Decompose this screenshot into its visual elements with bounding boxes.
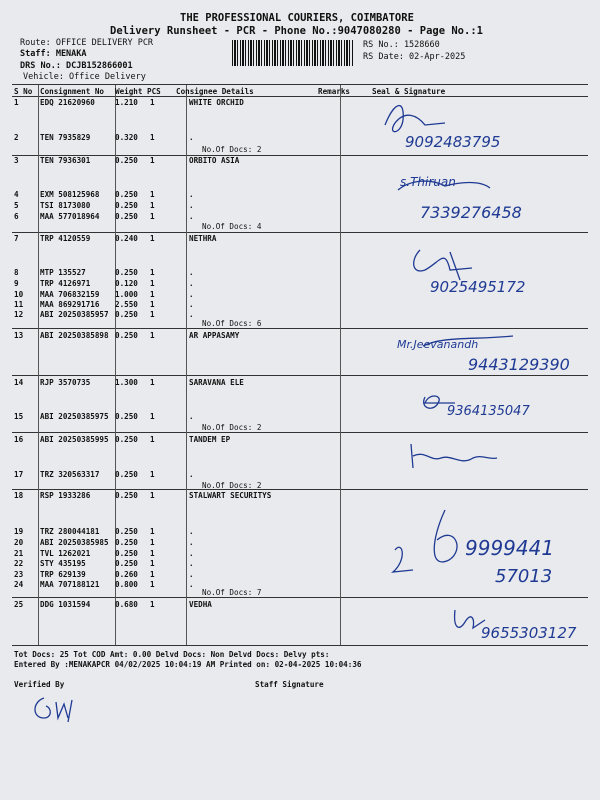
row-sno: 23 bbox=[14, 570, 24, 579]
signature-5 bbox=[415, 385, 555, 425]
col-consignment: Consignment No bbox=[40, 87, 105, 96]
row-sno: 16 bbox=[14, 435, 24, 444]
row-consignee: . bbox=[189, 310, 194, 319]
row-weight: 0.800 bbox=[115, 580, 138, 589]
col-sno: S No bbox=[14, 87, 33, 96]
row-pcs: 1 bbox=[150, 331, 155, 340]
row-weight: 0.250 bbox=[115, 190, 138, 199]
row-pcs: 1 bbox=[150, 201, 155, 210]
row-sno: 14 bbox=[14, 378, 24, 387]
row-pcs: 1 bbox=[150, 279, 155, 288]
row-consignment-no: ABI 20250385898 bbox=[40, 331, 109, 340]
row-consignee: . bbox=[189, 133, 194, 142]
row-consignment-no: TSI 8173080 bbox=[40, 201, 91, 210]
row-weight: 0.680 bbox=[115, 600, 138, 609]
row-sno: 10 bbox=[14, 290, 24, 299]
staff-signature-label: Staff Signature bbox=[255, 680, 324, 689]
row-consignment-no: EXM 508125968 bbox=[40, 190, 100, 199]
verified-by-label: Verified By bbox=[14, 680, 65, 689]
row-sno: 25 bbox=[14, 600, 24, 609]
row-weight: 0.240 bbox=[115, 234, 138, 243]
col-weight: Weight bbox=[115, 87, 143, 96]
doc-count: No.Of Docs: 2 bbox=[202, 145, 262, 154]
row-sno: 17 bbox=[14, 470, 24, 479]
row-weight: 0.250 bbox=[115, 538, 138, 547]
row-consignee: . bbox=[189, 190, 194, 199]
row-pcs: 1 bbox=[150, 190, 155, 199]
signature-5-phone: 9364135047 bbox=[447, 404, 530, 419]
row-consignment-no: TVL 1262021 bbox=[40, 549, 91, 558]
group-divider bbox=[12, 375, 588, 376]
row-consignment-no: TRP 4126971 bbox=[40, 279, 91, 288]
rs-date: RS Date: 02-Apr-2025 bbox=[363, 52, 466, 62]
company-name: THE PROFESSIONAL COURIERS, COIMBATORE bbox=[180, 12, 414, 24]
entered-by: Entered By :MENAKAPCR 04/02/2025 10:04:19 AM Printed on: 02-04-2025 10:04:36 bbox=[14, 660, 362, 669]
row-pcs: 1 bbox=[150, 559, 155, 568]
signature-2-name: s.Thiruan bbox=[400, 175, 456, 189]
signature-4-phone: 9443129390 bbox=[468, 355, 570, 374]
row-pcs: 1 bbox=[150, 570, 155, 579]
row-sno: 9 bbox=[14, 279, 19, 288]
col-pcs: PCS bbox=[147, 87, 161, 96]
row-pcs: 1 bbox=[150, 470, 155, 479]
row-consignee: TANDEM EP bbox=[189, 435, 231, 444]
barcode bbox=[232, 40, 354, 66]
doc-count: No.Of Docs: 2 bbox=[202, 423, 262, 432]
row-pcs: 1 bbox=[150, 290, 155, 299]
signature-7-phone: 9999441 bbox=[465, 536, 555, 560]
row-weight: 0.250 bbox=[115, 201, 138, 210]
row-weight: 0.250 bbox=[115, 156, 138, 165]
drs-no: DRS No.: DCJB152866001 bbox=[20, 61, 133, 71]
row-pcs: 1 bbox=[150, 234, 155, 243]
row-consignee: . bbox=[189, 212, 194, 221]
row-consignment-no: ABI 20250385985 bbox=[40, 538, 109, 547]
row-weight: 0.250 bbox=[115, 559, 138, 568]
row-pcs: 1 bbox=[150, 600, 155, 609]
signature-8 bbox=[445, 598, 595, 648]
row-sno: 21 bbox=[14, 549, 24, 558]
row-pcs: 1 bbox=[150, 580, 155, 589]
row-consignment-no: TEN 7935829 bbox=[40, 133, 91, 142]
row-consignment-no: STY 435195 bbox=[40, 559, 86, 568]
row-sno: 22 bbox=[14, 559, 24, 568]
row-pcs: 1 bbox=[150, 435, 155, 444]
row-consignment-no: ABI 20250385975 bbox=[40, 412, 109, 421]
group-divider bbox=[12, 155, 588, 156]
row-weight: 0.260 bbox=[115, 570, 138, 579]
row-pcs: 1 bbox=[150, 412, 155, 421]
row-consignee: . bbox=[189, 279, 194, 288]
row-sno: 19 bbox=[14, 527, 24, 536]
signature-1-phone: 9092483795 bbox=[405, 133, 501, 151]
row-weight: 0.250 bbox=[115, 549, 138, 558]
col-consignee: Consignee Details bbox=[176, 87, 254, 96]
row-consignee: . bbox=[189, 559, 194, 568]
doc-count: No.Of Docs: 6 bbox=[202, 319, 262, 328]
row-consignee: ORBITO ASIA bbox=[189, 156, 240, 165]
route: Route: OFFICE DELIVERY PCR bbox=[20, 38, 154, 48]
row-sno: 11 bbox=[14, 300, 24, 309]
row-pcs: 1 bbox=[150, 378, 155, 387]
group-divider bbox=[12, 328, 588, 329]
totals-line: Tot Docs: 25 Tot COD Amt: 0.00 Delvd Docs: Non Delvd Docs: Delvy pts: bbox=[14, 650, 330, 659]
row-weight: 0.250 bbox=[115, 435, 138, 444]
row-sno: 1 bbox=[14, 98, 19, 107]
verifier-signature bbox=[28, 688, 88, 728]
row-consignment-no: MAA 707188121 bbox=[40, 580, 100, 589]
row-pcs: 1 bbox=[150, 310, 155, 319]
row-consignment-no: TRZ 280044181 bbox=[40, 527, 100, 536]
row-sno: 12 bbox=[14, 310, 24, 319]
row-consignee: . bbox=[189, 470, 194, 479]
row-pcs: 1 bbox=[150, 156, 155, 165]
signature-2-phone: 7339276458 bbox=[420, 203, 522, 222]
signature-4 bbox=[393, 330, 593, 375]
col-divider bbox=[38, 85, 39, 645]
row-weight: 0.250 bbox=[115, 310, 138, 319]
row-consignment-no: DDG 1031594 bbox=[40, 600, 91, 609]
row-sno: 5 bbox=[14, 201, 19, 210]
row-consignee: WHITE ORCHID bbox=[189, 98, 244, 107]
group-divider bbox=[12, 489, 588, 490]
signature-7-phone-extra: 57013 bbox=[495, 566, 553, 587]
row-weight: 0.250 bbox=[115, 470, 138, 479]
row-sno: 18 bbox=[14, 491, 24, 500]
row-weight: 0.250 bbox=[115, 268, 138, 277]
row-consignment-no: MAA 577018964 bbox=[40, 212, 100, 221]
runsheet-title: Delivery Runsheet - PCR - Phone No.:9047080280 - Page No.:1 bbox=[110, 25, 483, 37]
signature-8-phone: 9655303127 bbox=[481, 624, 577, 642]
row-consignee: . bbox=[189, 580, 194, 589]
row-consignment-no: TRP 4120559 bbox=[40, 234, 91, 243]
signature-3 bbox=[400, 240, 550, 300]
row-pcs: 1 bbox=[150, 300, 155, 309]
row-consignment-no: ABI 20250385957 bbox=[40, 310, 109, 319]
row-consignee: STALWART SECURITYS bbox=[189, 491, 272, 500]
row-sno: 20 bbox=[14, 538, 24, 547]
doc-count: No.Of Docs: 2 bbox=[202, 481, 262, 490]
row-weight: 0.250 bbox=[115, 491, 138, 500]
signature-4-name: Mr.Jeevanandh bbox=[397, 338, 479, 351]
row-weight: 0.320 bbox=[115, 133, 138, 142]
row-pcs: 1 bbox=[150, 527, 155, 536]
row-consignee: SARAVANA ELE bbox=[189, 378, 244, 387]
row-pcs: 1 bbox=[150, 133, 155, 142]
col-remarks: Remarks bbox=[318, 87, 351, 96]
row-weight: 0.250 bbox=[115, 412, 138, 421]
row-consignee: . bbox=[189, 268, 194, 277]
row-consignment-no: MAA 869291716 bbox=[40, 300, 100, 309]
row-weight: 2.550 bbox=[115, 300, 138, 309]
row-consignment-no: ABI 20250385995 bbox=[40, 435, 109, 444]
row-sno: 3 bbox=[14, 156, 19, 165]
row-consignee: . bbox=[189, 290, 194, 299]
row-consignee: . bbox=[189, 300, 194, 309]
row-consignment-no: RJP 3570735 bbox=[40, 378, 91, 387]
signature-7 bbox=[385, 500, 575, 595]
row-weight: 0.250 bbox=[115, 527, 138, 536]
doc-count: No.Of Docs: 7 bbox=[202, 588, 262, 597]
col-divider bbox=[186, 85, 187, 645]
row-sno: 7 bbox=[14, 234, 19, 243]
row-sno: 24 bbox=[14, 580, 24, 589]
row-pcs: 1 bbox=[150, 212, 155, 221]
group-divider bbox=[12, 232, 588, 233]
row-weight: 1.300 bbox=[115, 378, 138, 387]
row-pcs: 1 bbox=[150, 268, 155, 277]
doc-count: No.Of Docs: 4 bbox=[202, 222, 262, 231]
col-seal: Seal & Signature bbox=[372, 87, 446, 96]
signature-3-phone: 9025495172 bbox=[430, 278, 526, 296]
signature-1 bbox=[375, 95, 525, 155]
row-consignment-no: MTP 135527 bbox=[40, 268, 86, 277]
rs-no: RS No.: 1528660 bbox=[363, 40, 440, 50]
row-consignee: . bbox=[189, 412, 194, 421]
staff: Staff: MENAKA bbox=[20, 49, 87, 59]
row-consignee: . bbox=[189, 527, 194, 536]
row-consignee: . bbox=[189, 570, 194, 579]
row-weight: 0.120 bbox=[115, 279, 138, 288]
group-divider bbox=[12, 432, 588, 433]
table-top-rule bbox=[12, 84, 588, 85]
vehicle: Vehicle: Office Delivery bbox=[23, 72, 146, 82]
row-consignee: . bbox=[189, 538, 194, 547]
row-consignee: NETHRA bbox=[189, 234, 217, 243]
row-sno: 2 bbox=[14, 133, 19, 142]
row-consignment-no: EDQ 21620960 bbox=[40, 98, 95, 107]
row-consignment-no: RSP 1933286 bbox=[40, 491, 91, 500]
row-weight: 0.250 bbox=[115, 212, 138, 221]
signature-6 bbox=[405, 440, 525, 475]
row-sno: 4 bbox=[14, 190, 19, 199]
row-sno: 13 bbox=[14, 331, 24, 340]
row-consignee: AR APPASAMY bbox=[189, 331, 240, 340]
row-consignee: VEDHA bbox=[189, 600, 212, 609]
row-pcs: 1 bbox=[150, 549, 155, 558]
row-pcs: 1 bbox=[150, 98, 155, 107]
row-consignment-no: TEN 7936301 bbox=[40, 156, 91, 165]
row-sno: 6 bbox=[14, 212, 19, 221]
row-consignment-no: TRZ 320563317 bbox=[40, 470, 100, 479]
signature-2 bbox=[390, 168, 570, 228]
row-consignee: . bbox=[189, 201, 194, 210]
row-consignment-no: TRP 629139 bbox=[40, 570, 86, 579]
row-sno: 15 bbox=[14, 412, 24, 421]
row-weight: 0.250 bbox=[115, 331, 138, 340]
row-consignee: . bbox=[189, 549, 194, 558]
row-weight: 1.210 bbox=[115, 98, 138, 107]
row-sno: 8 bbox=[14, 268, 19, 277]
row-consignment-no: MAA 706832159 bbox=[40, 290, 100, 299]
row-weight: 1.000 bbox=[115, 290, 138, 299]
row-pcs: 1 bbox=[150, 491, 155, 500]
col-divider bbox=[340, 85, 341, 645]
row-pcs: 1 bbox=[150, 538, 155, 547]
